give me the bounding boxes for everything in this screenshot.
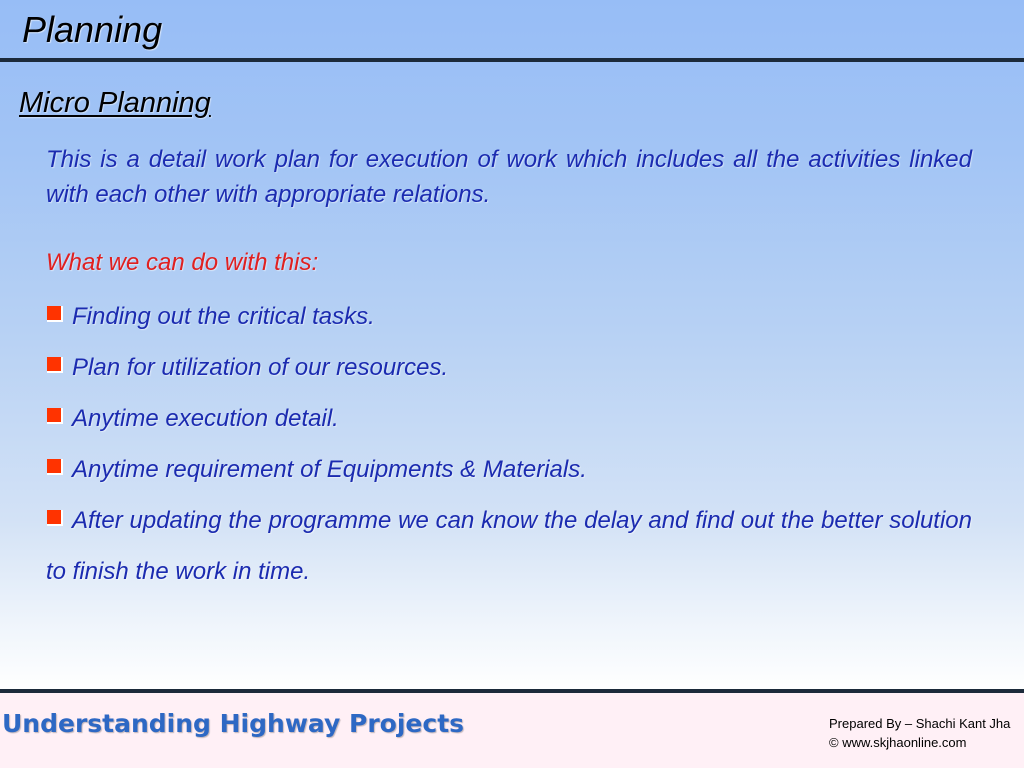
credit-author: Prepared By – Shachi Kant Jha <box>829 716 1011 731</box>
footer <box>0 693 1024 768</box>
bullet-list <box>46 291 972 597</box>
square-bullet-icon <box>47 306 63 322</box>
bullet-item <box>46 393 972 444</box>
lead-text: What we can do with this: <box>46 249 319 276</box>
bullet-text: Finding out the critical tasks. <box>72 303 375 330</box>
slide-title: Planning <box>22 9 163 50</box>
bullet-item <box>46 291 972 342</box>
square-bullet-icon <box>47 408 63 424</box>
footer-credit <box>829 714 1010 752</box>
title-divider <box>0 58 1024 62</box>
bullet-item <box>46 444 972 495</box>
bullet-item <box>46 495 972 597</box>
bullet-text: Anytime execution detail. <box>72 405 339 432</box>
intro-paragraph: This is a detail work plan for execution of work which includes all the activities linked with each other with appropriate relations. <box>46 146 972 208</box>
credit-website: © www.skjhaonline.com <box>829 735 967 750</box>
footer-brand: Understanding Highway Projects <box>2 709 465 738</box>
section-heading: Micro Planning <box>19 87 211 119</box>
square-bullet-icon <box>47 459 63 475</box>
bullet-text: Anytime requirement of Equipments & Materials. <box>72 456 587 483</box>
square-bullet-icon <box>47 510 63 526</box>
bullet-item <box>46 342 972 393</box>
bullet-text: Plan for utilization of our resources. <box>72 354 449 381</box>
bullet-text: After updating the programme we can know the delay and find out the better solution to finish the work in time. <box>46 507 972 585</box>
square-bullet-icon <box>47 357 63 373</box>
